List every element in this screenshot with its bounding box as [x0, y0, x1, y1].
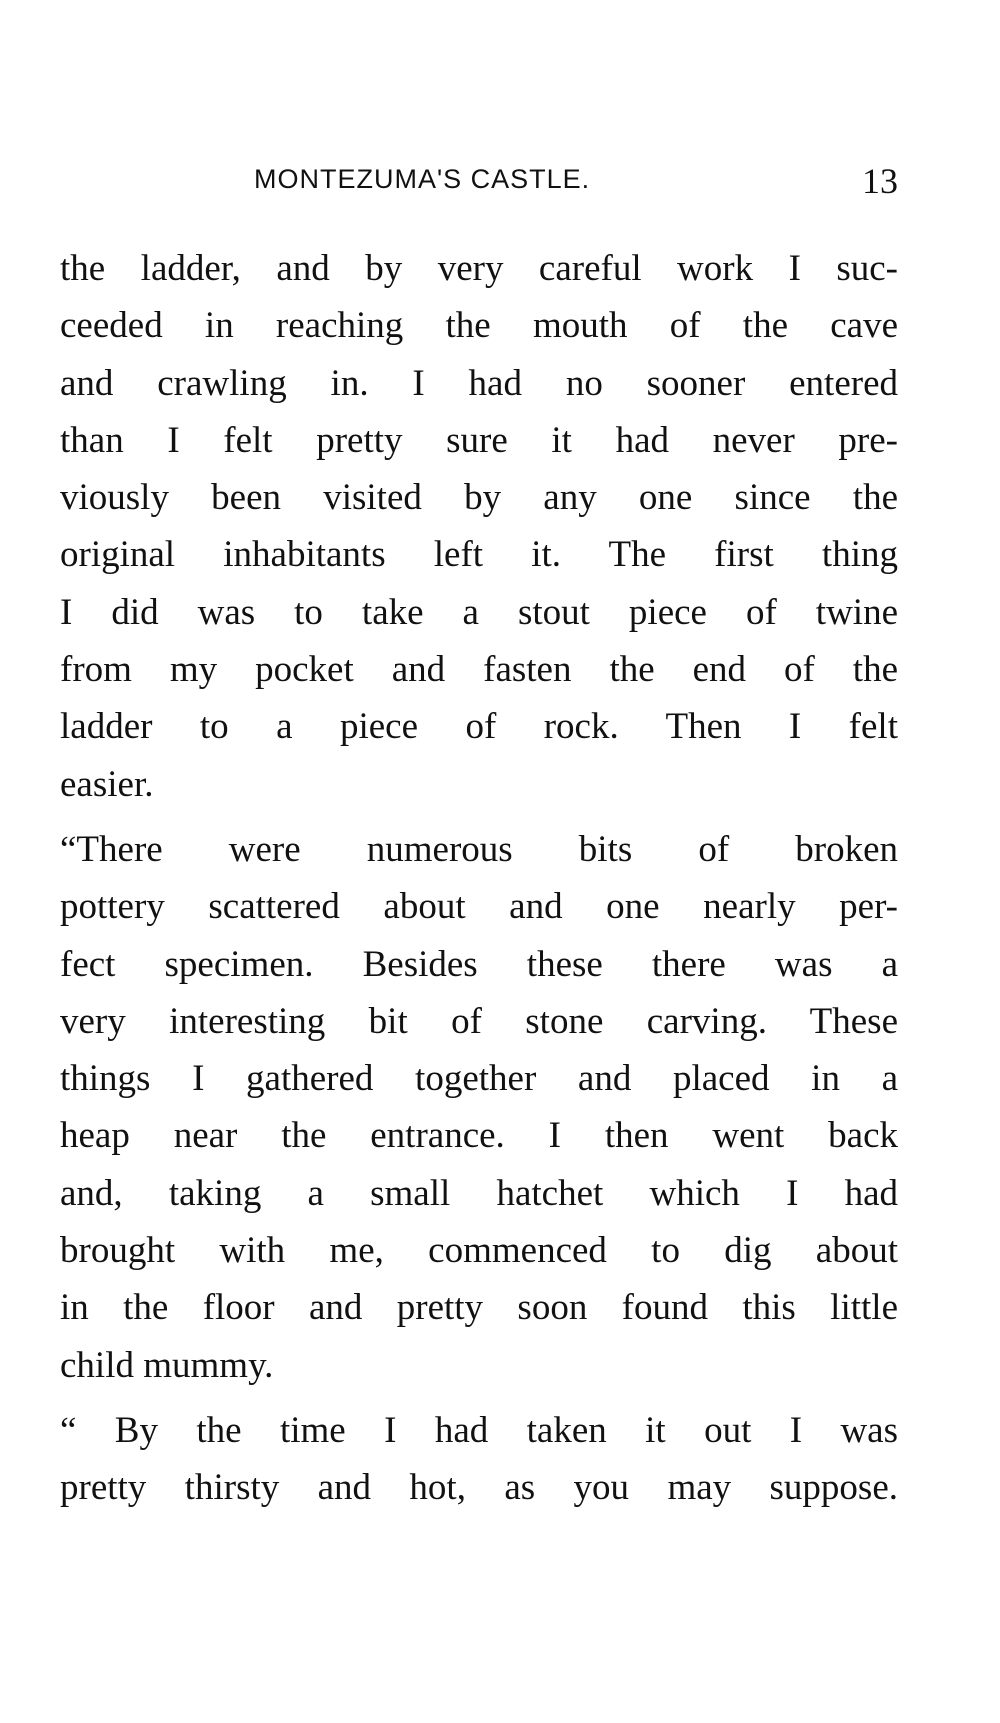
text-line: fect specimen. Besides these there was a	[60, 943, 898, 985]
text-line: pottery scattered about and one nearly per-	[60, 886, 898, 928]
paragraph	[60, 821, 898, 1394]
running-title: MONTEZUMA'S CASTLE.	[254, 164, 591, 194]
text-line: in the floor and pretty soon found this little	[60, 1287, 898, 1329]
text-line: “There were numerous bits of broken	[60, 828, 898, 870]
text-line: and crawling in. I had no sooner entered	[60, 362, 898, 404]
text-line: ceeded in reaching the mouth of the cave	[60, 305, 898, 347]
paragraph	[60, 1402, 898, 1517]
body-text	[60, 240, 898, 1517]
text-line: from my pocket and fasten the end of the	[60, 649, 898, 691]
text-line: original inhabitants left it. The first thing	[60, 534, 898, 576]
text-line: brought with me, commenced to dig about	[60, 1230, 898, 1272]
text-line: child mummy.	[60, 1344, 274, 1386]
text-line: easier.	[60, 763, 154, 805]
text-line: and, taking a small hatchet which I had	[60, 1172, 898, 1214]
text-line: I did was to take a stout piece of twine	[60, 591, 898, 633]
running-head	[60, 160, 898, 220]
text-line: than I felt pretty sure it had never pre-	[60, 419, 898, 461]
text-line: pretty thirsty and hot, as you may suppose.	[60, 1467, 898, 1509]
text-line: heap near the entrance. I then went back	[60, 1115, 898, 1157]
text-line: viously been visited by any one since the	[60, 477, 898, 519]
text-line: ladder to a piece of rock. Then I felt	[60, 706, 898, 748]
paragraph	[60, 240, 898, 813]
text-line: “ By the time I had taken it out I was	[60, 1409, 898, 1451]
page-number: 13	[862, 161, 898, 201]
text-line: very interesting bit of stone carving. These	[60, 1000, 898, 1042]
text-line: the ladder, and by very careful work I suc-	[60, 248, 898, 289]
text-line: things I gathered together and placed in a	[60, 1058, 898, 1100]
